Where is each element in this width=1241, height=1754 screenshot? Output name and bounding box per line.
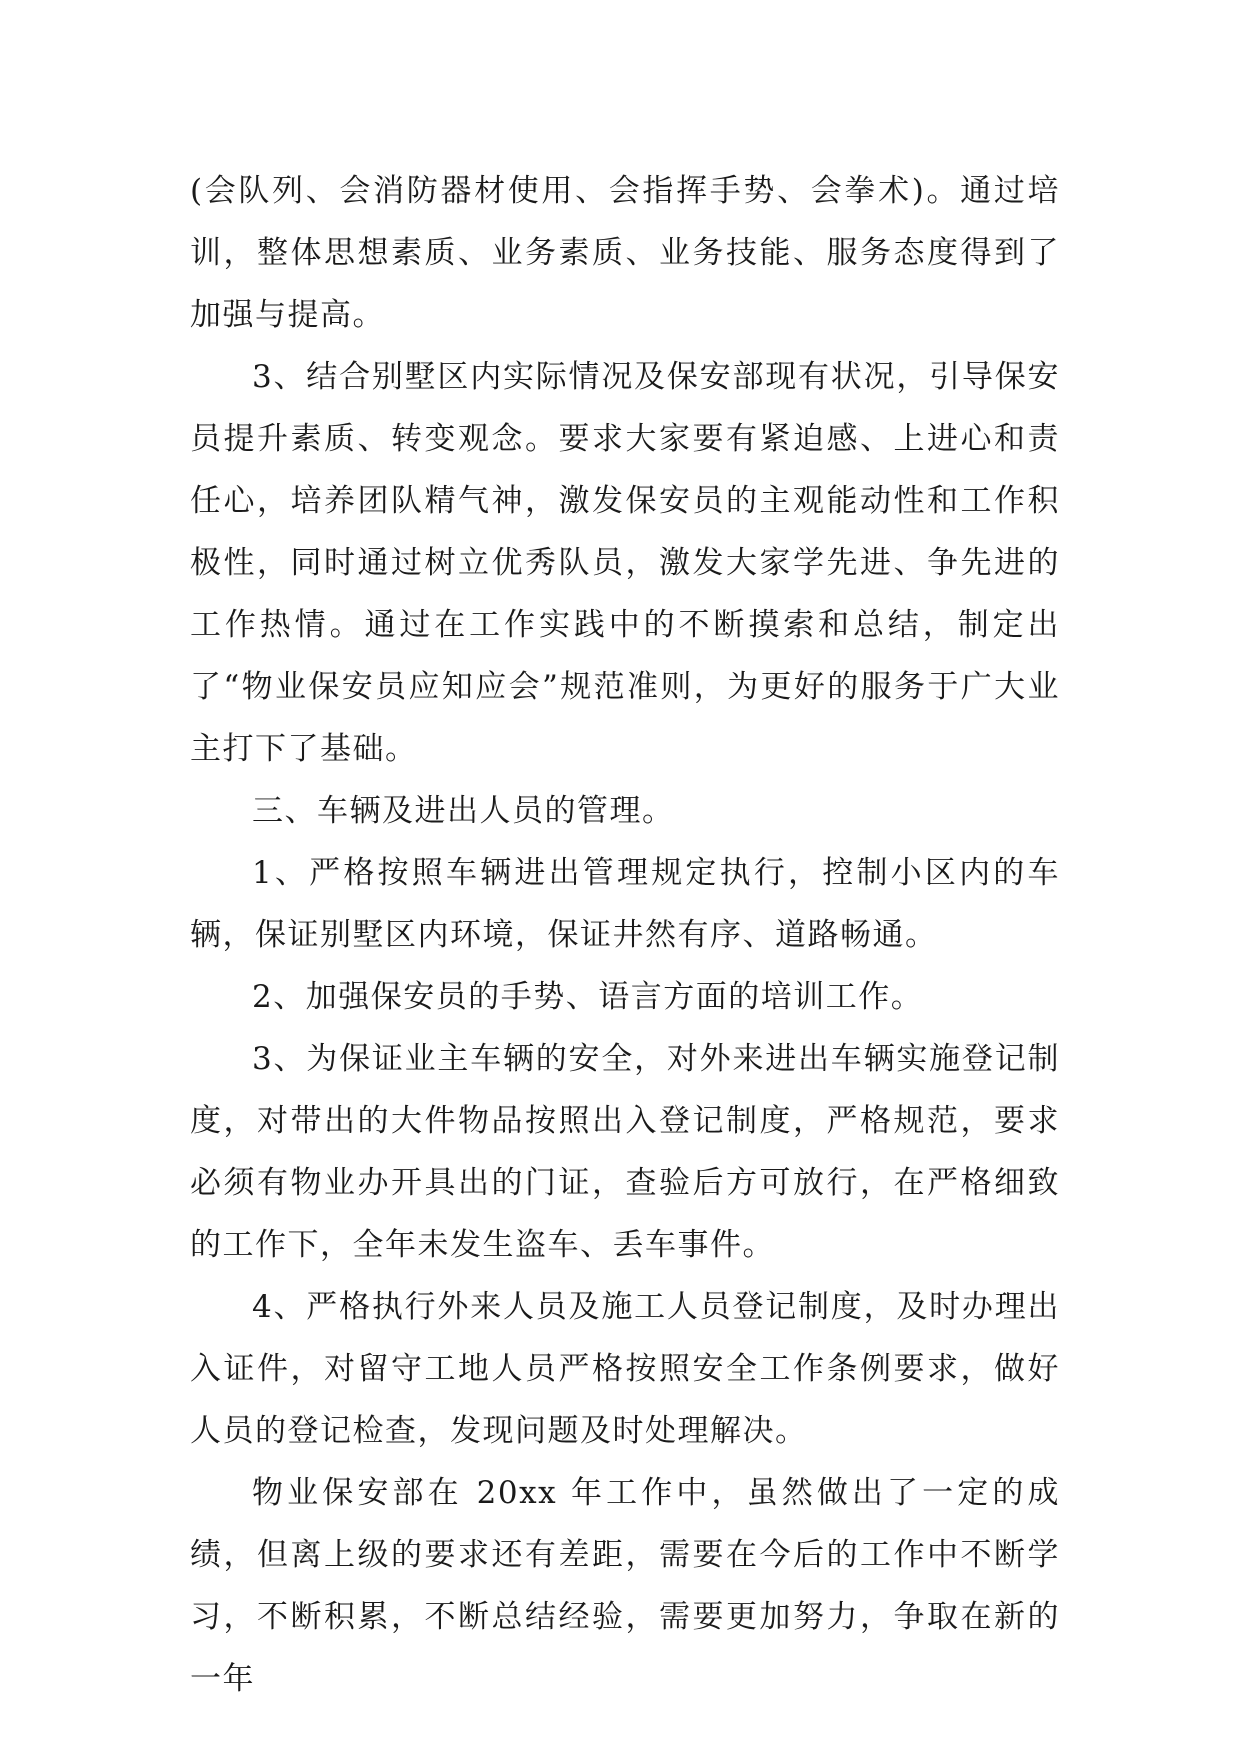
document-body [190, 160, 1060, 1710]
paragraph-conclusion: 物业保安部在 20xx 年工作中，虽然做出了一定的成绩，但离上级的要求还有差距，需要在今后的工作中不断学习，不断积累，不断总结经验，需要更加努力，争取在新的一年 [190, 1475, 1060, 1697]
paragraph-item-3-registration: 3、为保证业主车辆的安全，对外来进出车辆实施登记制度，对带出的大件物品按照出入登记制度，严格规范，要求必须有物业办开具出的门证，查验后方可放行，在严格细致的工作下，全年未发生盗车、丢车事件。 [190, 1041, 1060, 1263]
section-heading-vehicle-management: 三、车辆及进出人员的管理。 [252, 793, 675, 829]
paragraph-training-summary: (会队列、会消防器材使用、会指挥手势、会拳术)。通过培训，整体思想素质、业务素质、业务技能、服务态度得到了加强与提高。 [190, 173, 1060, 333]
paragraph-item-4-visitors: 4、严格执行外来人员及施工人员登记制度，及时办理出入证件，对留守工地人员严格按照安全工作条例要求，做好人员的登记检查，发现问题及时处理解决。 [190, 1289, 1060, 1449]
paragraph-item-3-quality: 3、结合别墅区内实际情况及保安部现有状况，引导保安员提升素质、转变观念。要求大家要有紧迫感、上进心和责任心，培养团队精气神，激发保安员的主观能动性和工作积极性，同时通过树立优秀队员，激发大家学先进、争先进的工作热情。通过在工作实践中的不断摸索和总结，制定出了“物业保安员应知应会”规范准则，为更好的服务于广大业主打下了基础。 [190, 359, 1060, 767]
paragraph-item-1-vehicles: 1、严格按照车辆进出管理规定执行，控制小区内的车辆，保证别墅区内环境，保证井然有序、道路畅通。 [190, 855, 1060, 953]
paragraph-item-2-training: 2、加强保安员的手势、语言方面的培训工作。 [252, 979, 924, 1015]
